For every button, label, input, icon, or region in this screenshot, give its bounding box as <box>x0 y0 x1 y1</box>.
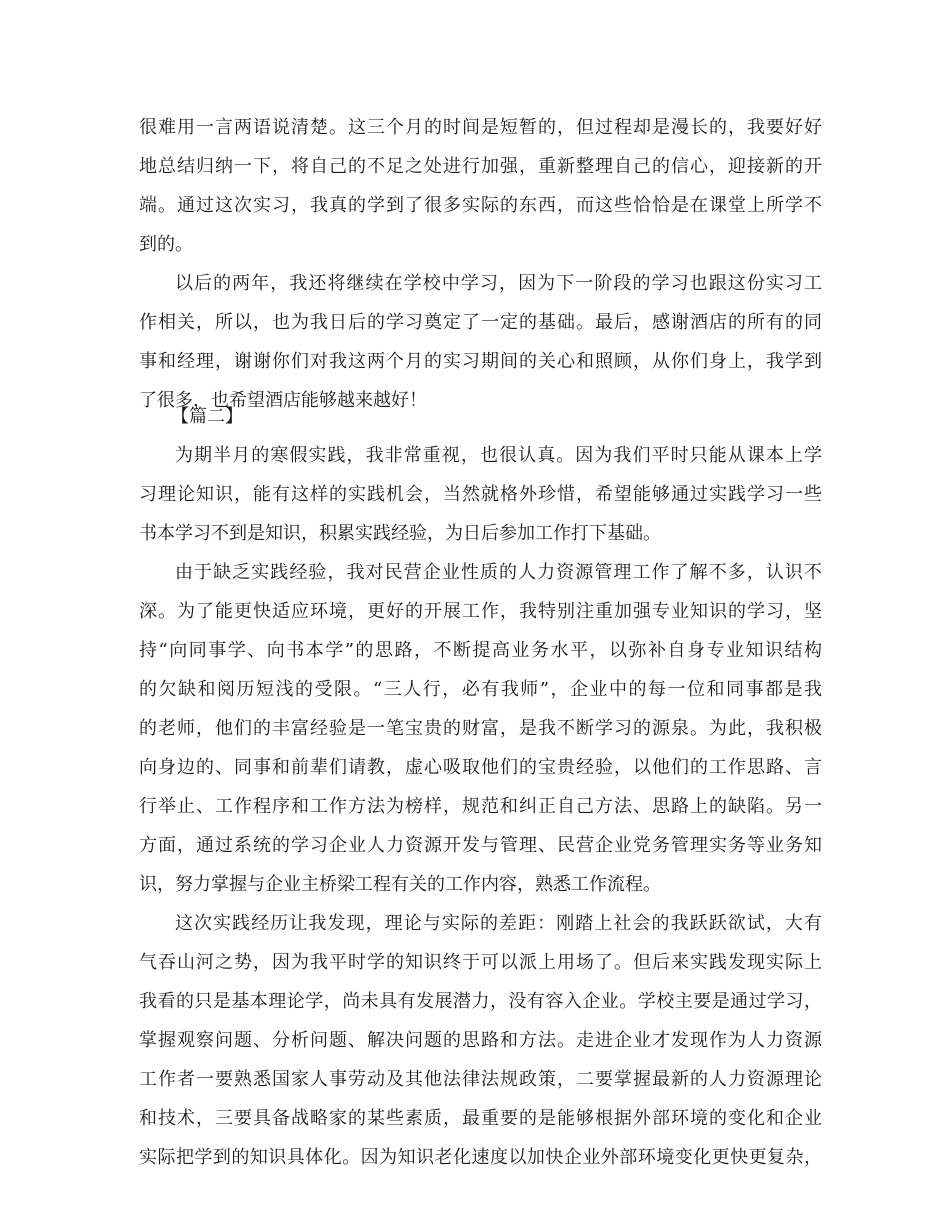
paragraph-line: 识，努力掌握与企业主桥梁工程有关的工作内容，熟悉工作流程。 <box>139 874 661 895</box>
paragraph-line: 这次实践经历让我发现，理论与实际的差距：刚踏上社会的我跃跃欲试，大有 <box>175 913 822 934</box>
paragraph-line: 书本学习不到是知识，积累实践经验，为日后参加工作打下基础。 <box>139 523 661 544</box>
paragraph-line: 端。通过这次实习，我真的学到了很多实际的东西，而这些恰恰是在课堂上所学不 <box>139 195 822 216</box>
paragraph-line: 工作者一要熟悉国家人事劳动及其他法律法规政策，二要掌握最新的人力资源理论 <box>139 1069 822 1090</box>
paragraph-line: 很难用一言两语说清楚。这三个月的时间是短暂的，但过程却是漫长的，我要好好 <box>139 117 822 138</box>
paragraph-line: 的老师，他们的丰富经验是一笔宝贵的财富，是我不断学习的源泉。为此，我积极 <box>139 718 822 739</box>
paragraph-line: 地总结归纳一下，将自己的不足之处进行加强，重新整理自己的信心，迎接新的开 <box>139 156 822 177</box>
paragraph-line: 方面，通过系统的学习企业人力资源开发与管理、民营企业党务管理实务等业务知 <box>139 835 822 856</box>
paragraph-line: 由于缺乏实践经验，我对民营企业性质的人力资源管理工作了解不多，认识不 <box>175 562 822 583</box>
paragraph-line: 了很多，也希望酒店能够越来越好！ <box>139 390 427 411</box>
paragraph-line: 持“向同事学、向书本学”的思路，不断提高业务水平，以弥补自身专业知识结构 <box>139 640 822 661</box>
paragraph-line: 向身边的、同事和前辈们请教，虚心吸取他们的宝贵经验，以他们的工作思路、言 <box>139 757 822 778</box>
section-heading: 【篇二】 <box>171 406 243 427</box>
paragraph-line: 到的。 <box>139 234 193 255</box>
paragraph-line: 作相关，所以，也为我日后的学习奠定了一定的基础。最后，感谢酒店的所有的同 <box>139 312 822 333</box>
paragraph-line: 事和经理，谢谢你们对我这两个月的实习期间的关心和照顾，从你们身上，我学到 <box>139 351 822 372</box>
paragraph-line: 我看的只是基本理论学，尚未具有发展潜力，没有容入企业。学校主要是通过学习， <box>139 991 822 1012</box>
paragraph-line: 和技术，三要具备战略家的某些素质，最重要的是能够根据外部环境的变化和企业 <box>139 1108 822 1129</box>
paragraph-line: 行举止、工作程序和工作方法为榜样，规范和纠正自己方法、思路上的缺陷。另一 <box>139 796 822 817</box>
paragraph-line: 以后的两年，我还将继续在学校中学习，因为下一阶段的学习也跟这份实习工 <box>175 273 822 294</box>
paragraph-line: 为期半月的寒假实践，我非常重视，也很认真。因为我们平时只能从课本上学 <box>175 445 822 466</box>
paragraph-line: 气吞山河之势，因为我平时学的知识终于可以派上用场了。但后来实践发现实际上 <box>139 952 822 973</box>
paragraph-line: 掌握观察问题、分析问题、解决问题的思路和方法。走进企业才发现作为人力资源 <box>139 1030 822 1051</box>
paragraph-line: 的欠缺和阅历短浅的受限。“三人行，必有我师”，企业中的每一位和同事都是我 <box>139 679 822 700</box>
paragraph-line: 实际把学到的知识具体化。因为知识老化速度以加快企业外部环境变化更快更复杂， <box>139 1147 822 1168</box>
paragraph-line: 深。为了能更快适应环境，更好的开展工作，我特别注重加强专业知识的学习，坚 <box>139 601 822 622</box>
paragraph-line: 习理论知识，能有这样的实践机会，当然就格外珍惜，希望能够通过实践学习一些 <box>139 484 822 505</box>
